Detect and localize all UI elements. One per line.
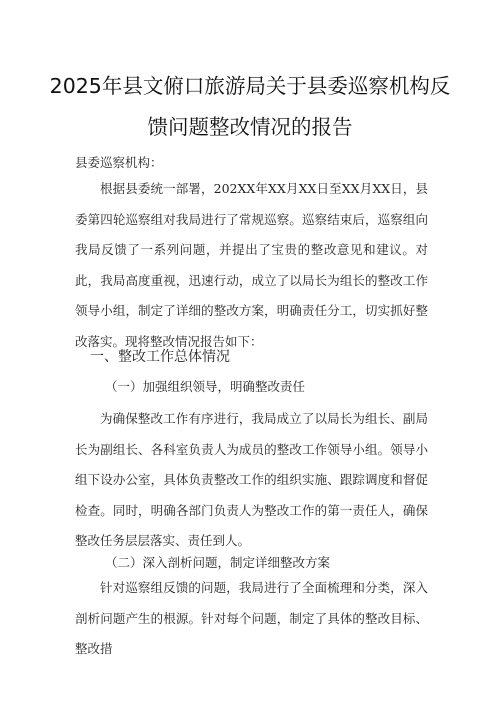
subsection-2-paragraph: 针对巡察组反馈的问题，我局进行了全面梳理和分类，深入剖析问题产生的根源。针对每个问题，制定了具体的整改目标、整改措 <box>75 580 428 657</box>
intro-paragraph: 根据县委统一部署，202XX年XX月XX日至XX月XX日，县委第四轮巡察组对我局进行了常规巡察。巡察结束后，巡察组向我局反馈了一系列问题，并提出了宝贵的整改意见和建议。对此，我局高度重视，迅速行动，成立了以局长为组长的整改工作领导小组，制定了详细的整改方案，明确责任分工，切实抓好整改落实。现将整改情况报告如下： <box>75 181 428 349</box>
subsection-heading-2: （二）深入剖析问题，制定详细整改方案 <box>105 555 331 570</box>
subsection-1-paragraph: 为确保整改工作有序进行，我局成立了以局长为组长、副局长为副组长、各科室负责人为成员的整改工作领导小组。领导小组下设办公室，具体负责整改工作的组织实施、跟踪调度和督促检查。同时，明确各部门负责人为整改工作的第一责任人，确保整改任务层层落实、责任到人。 <box>75 411 428 549</box>
report-title-line-2: 馈问题整改情况的报告 <box>147 115 353 139</box>
salutation: 县委巡察机构： <box>75 155 163 170</box>
subsection-heading-1: （一）加强组织领导，明确整改责任 <box>105 379 306 394</box>
section-heading-1: 一、整改工作总体情况 <box>90 349 230 365</box>
report-title-line-1: 2025年县文俯口旅游局关于县委巡察机构反 <box>49 74 451 98</box>
